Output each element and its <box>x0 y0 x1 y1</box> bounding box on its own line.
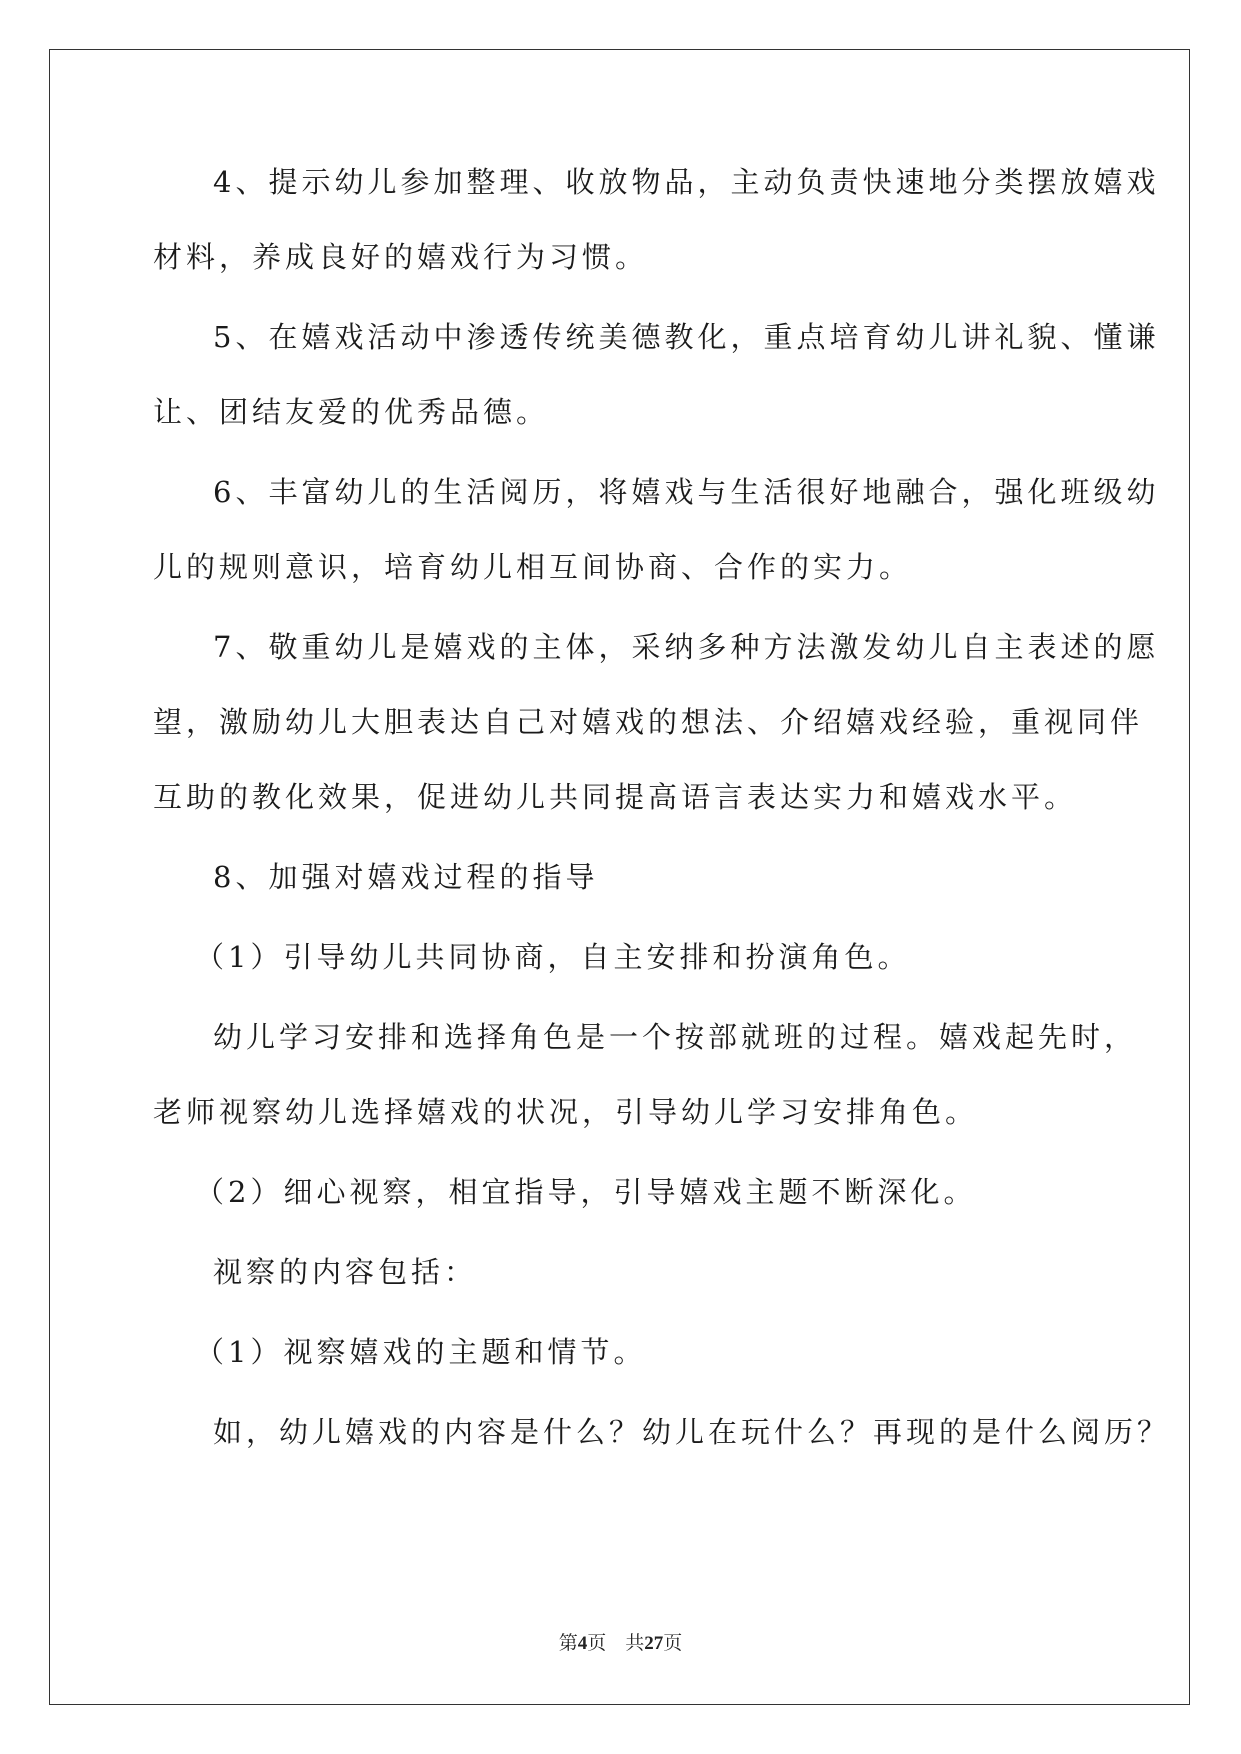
paragraph-4-line-2: 材料，养成良好的嬉戏行为习惯。 <box>153 240 649 274</box>
footer-page-prefix: 第 <box>558 1633 578 1654</box>
footer-total-prefix: 共 <box>625 1633 645 1654</box>
paragraph-5-line-2: 让、团结友爱的优秀品德。 <box>153 395 550 429</box>
paragraph-7-line-3: 互助的教化效果，促进幼儿共同提高语言表达实力和嬉戏水平。 <box>153 780 1078 814</box>
paragraph-13-subheading: （1）视察嬉戏的主题和情节。 <box>195 1335 647 1369</box>
page-footer <box>0 1628 1241 1655</box>
footer-total-pages: 27 <box>644 1633 664 1654</box>
paragraph-11-subheading: （2）细心视察，相宜指导，引导嬉戏主题不断深化。 <box>195 1175 977 1209</box>
paragraph-9-subheading: （1）引导幼儿共同协商，自主安排和扮演角色。 <box>195 940 911 974</box>
paragraph-8-heading: 8、加强对嬉戏过程的指导 <box>213 860 599 894</box>
footer-page-suffix: 页 <box>587 1633 607 1654</box>
paragraph-4-line-1: 4、提示幼儿参加整理、收放物品，主动负责快速地分类摆放嬉戏 <box>213 165 1160 199</box>
footer-page-number: 4 <box>577 1633 588 1654</box>
paragraph-7-line-2: 望，激励幼儿大胆表达自己对嬉戏的想法、介绍嬉戏经验，重视同伴 <box>153 705 1144 739</box>
footer-total-suffix: 页 <box>663 1633 683 1654</box>
paragraph-10-line-2: 老师视察幼儿选择嬉戏的状况，引导幼儿学习安排角色。 <box>153 1095 979 1129</box>
paragraph-10-line-1: 幼儿学习安排和选择角色是一个按部就班的过程。嬉戏起先时， <box>213 1020 1138 1054</box>
paragraph-6-line-2: 儿的规则意识，培育幼儿相互间协商、合作的实力。 <box>153 550 913 584</box>
paragraph-5-line-1: 5、在嬉戏活动中渗透传统美德教化，重点培育幼儿讲礼貌、懂谦 <box>213 320 1160 354</box>
paragraph-14-line-1: 如，幼儿嬉戏的内容是什么？幼儿在玩什么？再现的是什么阅历？ <box>213 1415 1171 1449</box>
paragraph-7-line-1: 7、敬重幼儿是嬉戏的主体，采纳多种方法激发幼儿自主表述的愿 <box>213 630 1160 664</box>
paragraph-12-line-1: 视察的内容包括： <box>213 1255 478 1289</box>
paragraph-6-line-1: 6、丰富幼儿的生活阅历，将嬉戏与生活很好地融合，强化班级幼 <box>213 475 1160 509</box>
